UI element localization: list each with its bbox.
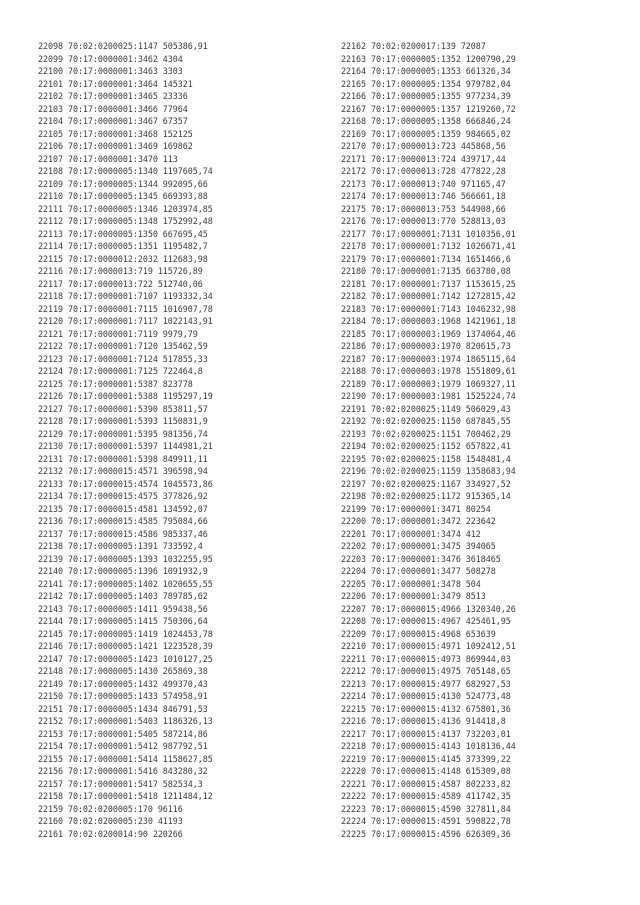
record-line: 22187 70:17:0000003:1974 1865115,64: [341, 353, 516, 364]
record-line: 22103 70:17:0000001:3466 77964: [38, 103, 188, 114]
record-line: 22205 70:17:0000001:3478 504: [341, 578, 481, 589]
record-line: 22183 70:17:0000001:7143 1046232,98: [341, 303, 516, 314]
record-line: 22101 70:17:0000001:3464 145321: [38, 78, 193, 89]
record-line: 22186 70:17:0000003:1970 820615,73: [341, 341, 511, 351]
record-line: 22223 70:17:0000015:4590 327811,84: [341, 803, 511, 814]
record-line: 22112 70:17:0000005:1348 1752992,48: [38, 216, 213, 226]
record-line: 22150 70:17:0000005:1433 574958,91: [38, 691, 208, 701]
record-line: 22198 70:02:0200025:1172 915365,14: [341, 491, 511, 501]
record-line: 22123 70:17:0000001:7124 517855,33: [38, 353, 208, 364]
record-line: 22225 70:17:0000015:4596 626309,36: [341, 828, 511, 839]
record-line: 22221 70:17:0000015:4587 802233,82: [341, 778, 511, 789]
record-line: 22167 70:17:0000005:1357 1219260,72: [341, 103, 516, 114]
record-line: 22206 70:17:0000001:3479 8513: [341, 591, 486, 601]
record-line: 22196 70:02:0200025:1159 1358683,94: [341, 466, 516, 476]
record-line: 22139 70:17:0000005:1393 1032255,95: [38, 553, 213, 564]
record-line: 22174 70:17:0000013:746 566661,18: [341, 191, 506, 201]
record-line: 22116 70:17:0000013:719 115726,89: [38, 266, 203, 276]
record-line: 22163 70:17:0000005:1352 1200790,29: [341, 53, 516, 64]
record-line: 22162 70:02:0200017:139 72087: [341, 41, 486, 51]
record-line: 22115 70:17:0000012:2032 112683,98: [38, 253, 208, 264]
record-line: 22098 70:02:0200025:1147 505386,91: [38, 41, 208, 51]
record-line: 22194 70:02:0200025:1152 657822,41: [341, 441, 511, 451]
record-line: 22134 70:17:0000015:4575 377826,92: [38, 491, 208, 501]
record-line: 22135 70:17:0000015:4581 134592,07: [38, 503, 208, 514]
record-line: 22153 70:17:0000001:5405 587214,86: [38, 728, 208, 739]
record-line: 22160 70:02:0200005:230 41193: [38, 816, 183, 826]
record-line: 22114 70:17:0000005:1351 1195482,7: [38, 241, 208, 251]
record-line: 22219 70:17:0000015:4145 373399,22: [341, 753, 511, 764]
record-line: 22189 70:17:0000003:1979 1069327,11: [341, 378, 516, 389]
record-line: 22203 70:17:0000001:3476 3618465: [341, 553, 501, 564]
record-line: 22105 70:17:0000001:3468 152125: [38, 128, 193, 139]
record-line: 22170 70:17:0000013:723 445868,56: [341, 141, 506, 151]
right-column: [341, 40, 516, 840]
record-line: 22164 70:17:0000005:1353 661326,34: [341, 66, 511, 76]
record-line: 22157 70:17:0000001:5417 582534,3: [38, 778, 203, 789]
record-line: 22143 70:17:0000005:1411 959438,56: [38, 603, 208, 614]
record-line: 22211 70:17:0000015:4973 869944,03: [341, 653, 511, 664]
record-line: 22191 70:02:0200025:1149 506029,43: [341, 403, 511, 414]
record-line: 22210 70:17:0000015:4971 1092412,51: [341, 641, 516, 651]
record-line: 22181 70:17:0000001:7137 1153615,25: [341, 278, 516, 289]
record-line: 22119 70:17:0000001:7115 1016907,78: [38, 303, 213, 314]
record-line: 22168 70:17:0000005:1358 666846,24: [341, 116, 511, 126]
record-line: 22151 70:17:0000005:1434 846791,53: [38, 703, 208, 714]
record-line: 22177 70:17:0000001:7131 1010356,01: [341, 228, 516, 239]
record-line: 22129 70:17:0000001:5395 981356,74: [38, 428, 208, 439]
record-line: 22104 70:17:0000001:3467 67357: [38, 116, 188, 126]
left-column: [38, 40, 213, 840]
record-line: 22208 70:17:0000015:4967 425461,95: [341, 616, 511, 626]
record-line: 22125 70:17:0000001:5387 823778: [38, 378, 193, 389]
record-line: 22124 70:17:0000001:7125 722464,8: [38, 366, 203, 376]
record-line: 22207 70:17:0000015:4966 1320340,26: [341, 603, 516, 614]
record-line: 22169 70:17:0000005:1359 984665,02: [341, 128, 511, 139]
record-line: 22144 70:17:0000005:1415 750306,64: [38, 616, 208, 626]
record-line: 22141 70:17:0000005:1402 1020655,55: [38, 578, 213, 589]
record-line: 22148 70:17:0000005:1430 265869,38: [38, 666, 208, 676]
record-line: 22165 70:17:0000005:1354 979782,04: [341, 78, 511, 89]
record-line: 22136 70:17:0000015:4585 795084,66: [38, 516, 208, 526]
record-line: 22190 70:17:0000003:1981 1525224,74: [341, 391, 516, 401]
record-line: 22127 70:17:0000001:5390 853811,57: [38, 403, 208, 414]
record-line: 22173 70:17:0000013:740 971165,47: [341, 178, 506, 189]
record-line: 22100 70:17:0000001:3463 3303: [38, 66, 183, 76]
record-line: 22120 70:17:0000001:7117 1022143,91: [38, 316, 213, 326]
record-line: 22108 70:17:0000005:1340 1197605,74: [38, 166, 213, 176]
record-line: 22172 70:17:0000013:728 477822,28: [341, 166, 506, 176]
record-line: 22138 70:17:0000005:1391 733592,4: [38, 541, 203, 551]
record-line: 22184 70:17:0000003:1968 1421961,18: [341, 316, 516, 326]
record-line: 22199 70:17:0000001:3471 80254: [341, 503, 491, 514]
record-line: 22179 70:17:0000001:7134 1651466,6: [341, 253, 511, 264]
record-line: 22218 70:17:0000015:4143 1018136,44: [341, 741, 516, 751]
record-line: 22171 70:17:0000013:724 439717,44: [341, 153, 506, 164]
record-line: 22192 70:02:0200025:1150 687845,55: [341, 416, 511, 426]
record-line: 22109 70:17:0000005:1344 992095,66: [38, 178, 208, 189]
record-line: 22188 70:17:0000003:1978 1551809,61: [341, 366, 516, 376]
record-line: 22197 70:02:0200025:1167 334927,52: [341, 478, 511, 489]
record-line: 22204 70:17:0000001:3477 508278: [341, 566, 496, 576]
record-line: 22200 70:17:0000001:3472 223642: [341, 516, 496, 526]
record-line: 22146 70:17:0000005:1421 1223528,39: [38, 641, 213, 651]
record-line: 22213 70:17:0000015:4977 682927,53: [341, 678, 511, 689]
record-line: 22201 70:17:0000001:3474 412: [341, 528, 481, 539]
record-line: 22202 70:17:0000001:3475 394065: [341, 541, 496, 551]
record-line: 22147 70:17:0000005:1423 1010127,25: [38, 653, 213, 664]
record-line: 22175 70:17:0000013:753 544908,66: [341, 203, 506, 214]
record-line: 22137 70:17:0000015:4586 985337,46: [38, 528, 208, 539]
record-line: 22132 70:17:0000015:4571 396598,94: [38, 466, 208, 476]
record-line: 22176 70:17:0000013:770 528813,03: [341, 216, 506, 226]
record-line: 22195 70:02:0200025:1158 1548481,4: [341, 453, 511, 464]
record-line: 22154 70:17:0000001:5412 987792,51: [38, 741, 208, 751]
record-line: 22180 70:17:0000001:7135 663780,08: [341, 266, 511, 276]
record-line: 22102 70:17:0000001:3465 23336: [38, 91, 188, 101]
record-line: 22122 70:17:0000001:7120 135462,59: [38, 341, 208, 351]
record-line: 22149 70:17:0000005:1432 499370,43: [38, 678, 208, 689]
record-line: 22099 70:17:0000001:3462 4304: [38, 53, 183, 64]
record-line: 22216 70:17:0000015:4136 914418,8: [341, 716, 506, 726]
record-line: 22158 70:17:0000001:5418 1211484,12: [38, 791, 213, 801]
record-line: 22152 70:17:0000001:5403 1186326,13: [38, 716, 213, 726]
record-line: 22166 70:17:0000005:1355 977234,39: [341, 91, 511, 101]
record-line: 22182 70:17:0000001:7142 1272815,42: [341, 291, 516, 301]
record-line: 22156 70:17:0000001:5416 843280,32: [38, 766, 208, 776]
record-line: 22212 70:17:0000015:4975 705148,65: [341, 666, 511, 676]
record-line: 22130 70:17:0000001:5397 1144981,21: [38, 441, 213, 451]
record-line: 22117 70:17:0000013:722 512740,06: [38, 278, 203, 289]
record-line: 22107 70:17:0000001:3470 113: [38, 153, 178, 164]
record-line: 22126 70:17:0000001:5388 1195297,19: [38, 391, 213, 401]
record-line: 22159 70:02:0200005:170 96116: [38, 803, 183, 814]
record-line: 22131 70:17:0000001:5398 849911,11: [38, 453, 208, 464]
record-line: 22110 70:17:0000005:1345 669393,88: [38, 191, 208, 201]
record-line: 22133 70:17:0000015:4574 1045573,86: [38, 478, 213, 489]
record-line: 22185 70:17:0000003:1969 1374064,46: [341, 328, 516, 339]
record-line: 22222 70:17:0000015:4589 411742,35: [341, 791, 511, 801]
record-line: 22111 70:17:0000005:1346 1203974,85: [38, 203, 213, 214]
record-line: 22155 70:17:0000001:5414 1158627,85: [38, 753, 213, 764]
record-line: 22217 70:17:0000015:4137 732203,01: [341, 728, 511, 739]
record-line: 22178 70:17:0000001:7132 1026671,41: [341, 241, 516, 251]
record-line: 22121 70:17:0000001:7119 9979,79: [38, 328, 198, 339]
record-line: 22118 70:17:0000001:7107 1193332,34: [38, 291, 213, 301]
record-line: 22128 70:17:0000001:5393 1150831,9: [38, 416, 208, 426]
record-line: 22145 70:17:0000005:1419 1024453,78: [38, 628, 213, 639]
record-line: 22113 70:17:0000005:1350 667695,45: [38, 228, 208, 239]
record-line: 22224 70:17:0000015:4591 590822,78: [341, 816, 511, 826]
record-line: 22106 70:17:0000001:3469 169862: [38, 141, 193, 151]
record-line: 22140 70:17:0000005:1396 1091932,9: [38, 566, 208, 576]
record-line: 22220 70:17:0000015:4148 615309,08: [341, 766, 511, 776]
record-line: 22209 70:17:0000015:4968 653639: [341, 628, 496, 639]
record-line: 22215 70:17:0000015:4132 675801,36: [341, 703, 511, 714]
record-line: 22161 70:02:0200014:90 220266: [38, 828, 183, 839]
record-line: 22214 70:17:0000015:4130 524773,48: [341, 691, 511, 701]
record-line: 22142 70:17:0000005:1403 789785,62: [38, 591, 208, 601]
record-line: 22193 70:02:0200025:1151 700462,29: [341, 428, 511, 439]
